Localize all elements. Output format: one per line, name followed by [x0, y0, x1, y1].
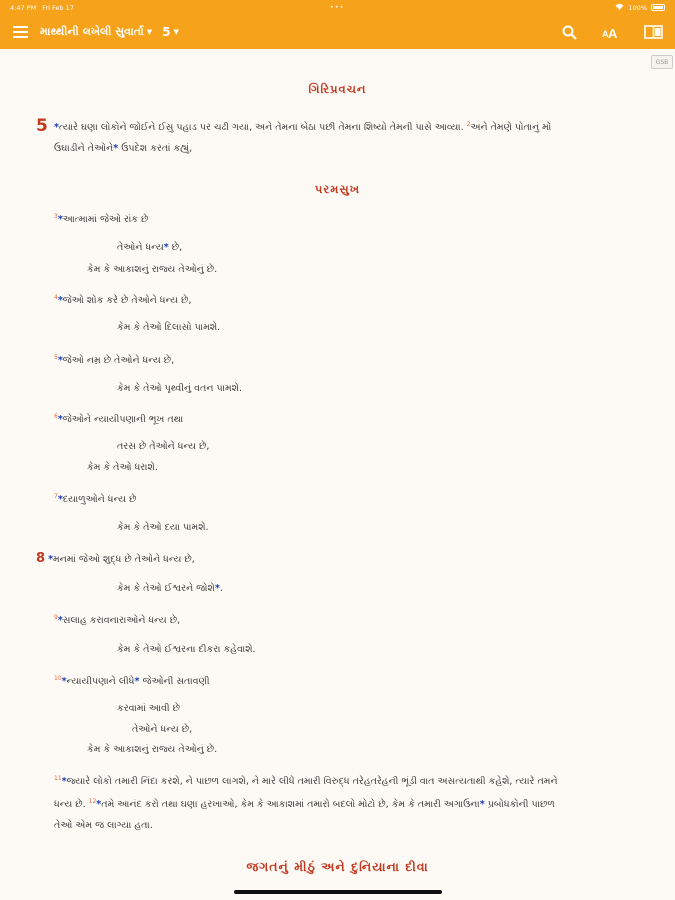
- footnote-star[interactable]: *: [57, 295, 63, 307]
- footnote-star[interactable]: *: [113, 143, 119, 154]
- multitask-dots[interactable]: •••: [330, 3, 345, 11]
- verse-text: તેઓને ધન્ય* છે,: [117, 242, 183, 253]
- verse-text: *ત્યારે ઘણા લોકોને જોઈને ઈસુ પહાડ પર ચઢી ગયા, અને તેમના બેઠા પછી તેમના શિષ્યો તેમની પાસે આવ્યા. $^2$અને તેમણે પોતાનું મોં: [54, 121, 552, 134]
- verse-text: કેમ કે તેઓ દયા પામશે.: [117, 522, 209, 533]
- status-bar: [0, 0, 675, 15]
- wifi-icon: [615, 3, 624, 12]
- chevron-down-icon: ▼: [173, 28, 179, 36]
- footnote-star[interactable]: *: [57, 355, 63, 367]
- verse-text: તેઓ એમ જ લાગ્યા હતા.: [54, 820, 153, 831]
- footnote-star[interactable]: *: [57, 494, 63, 506]
- battery-icon: [651, 4, 665, 11]
- chapter-selector[interactable]: [162, 25, 179, 39]
- verse-text: કેમ કે તેઓ ઈશ્વરના દીકરા કહેવાશે.: [117, 644, 256, 655]
- verse-text: 8 *મનમાં જેઓ શુદ્ધ છે તેઓને ધન્ય છે,: [36, 551, 195, 566]
- battery-percent: 100%: [628, 3, 647, 12]
- text-size-icon[interactable]: [601, 22, 621, 42]
- verse-number-large: 8: [36, 551, 46, 566]
- verse-text: તરસ છે તેઓને ધન્ય છે,: [117, 441, 210, 452]
- home-indicator[interactable]: [234, 890, 442, 894]
- book-icon[interactable]: [643, 22, 663, 42]
- footnote-star[interactable]: *: [61, 676, 67, 688]
- verse-text: $^{11}$*જ્યારે લોકો તમારી નિંદા કરશે, ને પાછળ લાગશે, ને મારે લીધે તમારી વિરુદ્ધ તરેહતરેહની ભૂંડી વાત અસત્યતાથી કહેશે, ત્યારે તમને: [54, 775, 558, 788]
- book-selector[interactable]: [40, 25, 152, 39]
- search-icon[interactable]: [559, 22, 579, 42]
- verse-text: $^9$*સલાહ કરાવનારાઓને ધન્ય છે,: [54, 614, 181, 627]
- footnote-star[interactable]: *: [57, 214, 63, 226]
- verse-text: ધન્ય છે. $^{12}$*તમે આનંદ કરો તથા ઘણા હરખાઓ, કેમ કે આકાશમાં તમારો બદલો મોટો છે, કેમ કે તમારી અગાઉના* પ્રબોધકોની પાછળ: [54, 798, 555, 811]
- status-time: 4:47 PM: [10, 3, 37, 12]
- svg-text:A: A: [602, 29, 609, 39]
- menu-icon[interactable]: [0, 15, 40, 49]
- book-title: માથ્થીની લખેલી સુવાર્તા: [40, 25, 144, 38]
- svg-text:A: A: [608, 26, 618, 39]
- verse-text: કરવામાં આવી છે: [117, 703, 181, 714]
- verse-text: કેમ કે તેઓ ઈશ્વરને જોશે*.: [117, 583, 223, 594]
- top-toolbar: [0, 15, 675, 49]
- verse-text: ઉઘાડીને તેઓને* ઉપદેશ કરતાં કહ્યું,: [54, 143, 193, 154]
- footnote-star[interactable]: *: [134, 676, 140, 688]
- chapter-label: 5: [162, 25, 171, 39]
- footnote-star[interactable]: *: [57, 615, 63, 627]
- verse-text: $^3$*આત્મામાં જેઓ રાંક છે: [54, 213, 149, 226]
- verse-text: તેઓને ધન્ય છે,: [132, 724, 193, 735]
- verse-text: $^6$*જેઓને ન્યાયીપણાની ભૂખ તથા: [54, 413, 184, 426]
- footnote-star[interactable]: *: [479, 799, 485, 811]
- verse-text: કેમ કે તેઓ પૃથ્વીનું વતન પામશે.: [117, 383, 242, 394]
- footnote-star[interactable]: *: [96, 799, 102, 811]
- reading-pane: [0, 49, 675, 900]
- section-heading: ગિરિપ્રવચન: [308, 82, 367, 96]
- section-heading: પરમસુખ: [314, 182, 361, 196]
- footnote-star[interactable]: *: [48, 554, 54, 565]
- verse-text: $^4$*જેઓ શોક કરે છે તેઓને ધન્ય છે,: [54, 294, 192, 307]
- chevron-down-icon: ▼: [146, 28, 153, 36]
- verse-text: કેમ કે તેઓ ધરાશે.: [87, 462, 158, 473]
- verse-text: $^{10}$*ન્યાયીપણાને લીધે* જેઓની સતાવણી: [54, 675, 210, 688]
- verse-text: $^7$*દયાળુઓને ધન્ય છે: [54, 493, 137, 506]
- verse-text: કેમ કે આકાશનું રાજ્ય તેઓનું છે.: [87, 264, 218, 275]
- footnote-star[interactable]: *: [163, 242, 169, 253]
- footnote-star[interactable]: *: [54, 122, 59, 134]
- chapter-number: 5: [36, 116, 48, 136]
- version-badge[interactable]: GSB: [651, 55, 673, 69]
- footnote-star[interactable]: *: [57, 414, 63, 426]
- status-date: Fri Feb 17: [42, 3, 74, 12]
- verse-text: $^5$*જેઓ નમ્ર છે તેઓને ધન્ય છે,: [54, 354, 175, 367]
- verse-text: કેમ કે આકાશનું રાજ્ય તેઓનું છે.: [87, 744, 218, 755]
- section-heading: જગતનું મીઠું અને દુનિયાના દીવા: [246, 859, 429, 874]
- footnote-star[interactable]: *: [214, 583, 220, 594]
- verse-text: કેમ કે તેઓ દિલાસો પામશે.: [117, 322, 221, 333]
- footnote-star[interactable]: *: [61, 776, 67, 788]
